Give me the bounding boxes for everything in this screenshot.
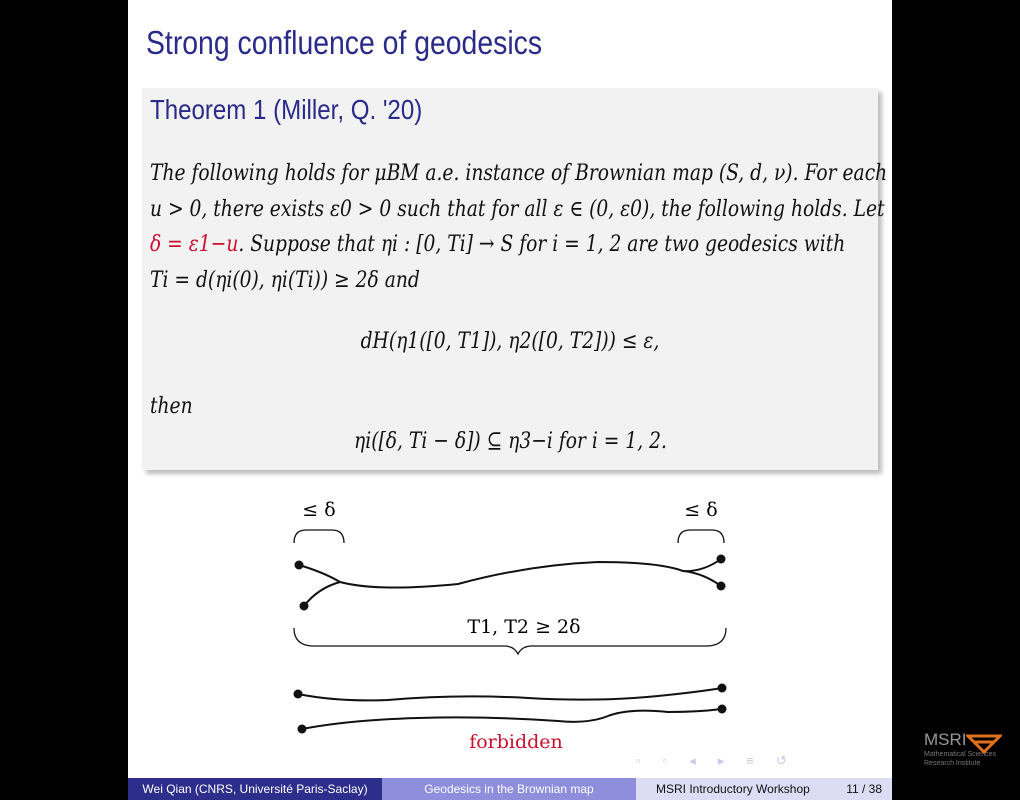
msri-logo-icon xyxy=(966,732,1002,754)
display-equation-2-text: ηi([δ, Ti − δ]) ⊆ η3−i for i = 1, 2. xyxy=(353,428,667,454)
beamer-nav-icons[interactable]: ▫▫◂▸≡↺ xyxy=(636,753,809,768)
geodesic-lower-start xyxy=(304,582,340,606)
geodesic-upper xyxy=(299,559,721,588)
endpoint xyxy=(294,690,303,699)
theorem-line-1: The following holds for μBM a.e. instance of Brownian map (S, d, ν). For each xyxy=(150,160,888,186)
left-brace xyxy=(294,530,344,543)
theorem-header: Theorem 1 (Miller, Q. '20) xyxy=(150,94,423,125)
endpoint xyxy=(717,582,726,591)
footer-workshop: MSRI Introductory Workshop xyxy=(656,782,810,796)
delta-definition: δ = ε1−u xyxy=(150,231,239,257)
forbidden-label: forbidden xyxy=(469,731,563,753)
footer-bar xyxy=(128,778,892,800)
theorem-body xyxy=(150,156,888,298)
theorem-line-4: Ti = d(ηi(0), ηi(Ti)) ≥ 2δ and xyxy=(150,266,420,293)
geodesic-lower-end xyxy=(683,571,721,586)
footer-right xyxy=(636,778,892,800)
endpoint xyxy=(295,561,304,570)
then-word: then xyxy=(150,393,193,419)
endpoint xyxy=(300,602,309,611)
msri-logo-line2: Research Institute xyxy=(924,760,981,767)
footer-talk-title: Geodesics in the Brownian map xyxy=(382,778,636,800)
left-brace-label: ≤ δ xyxy=(302,499,336,521)
display-equation-1 xyxy=(142,328,878,354)
theorem-block xyxy=(142,88,888,470)
theorem-line-3 xyxy=(150,227,846,263)
forbidden-geodesic-2 xyxy=(302,709,722,729)
slide-title: Strong confluence of geodesics xyxy=(146,24,543,61)
msri-logo-name: MSRI xyxy=(924,730,967,749)
endpoint xyxy=(298,725,307,734)
endpoint xyxy=(717,555,726,564)
theorem-line-3-rest: . Suppose that ηi : [0, Ti] → S for i = 1, 2 are two geodesics with xyxy=(238,231,846,257)
endpoint xyxy=(718,705,727,714)
right-brace-label: ≤ δ xyxy=(684,499,718,521)
endpoint xyxy=(718,684,727,693)
msri-logo-line1: Mathematical Sciences xyxy=(924,751,996,758)
display-equation-2 xyxy=(142,428,878,454)
right-brace xyxy=(678,530,724,543)
slide xyxy=(128,0,892,800)
span-label: T1, T2 ≥ 2δ xyxy=(467,616,581,638)
theorem-line-2: u > 0, there exists ε0 > 0 such that for all ε ∈ (0, ε0), the following holds. Let xyxy=(150,195,885,222)
geodesics-figure xyxy=(128,480,892,770)
display-equation-1-text: dH(η1([0, T1]), η2([0, T2])) ≤ ε, xyxy=(360,328,660,354)
footer-page-number: 11 / 38 xyxy=(846,782,882,796)
msri-logo xyxy=(924,730,1016,768)
forbidden-geodesic-1 xyxy=(298,688,722,700)
footer-author: Wei Qian (CNRS, Université Paris-Saclay) xyxy=(128,778,382,800)
